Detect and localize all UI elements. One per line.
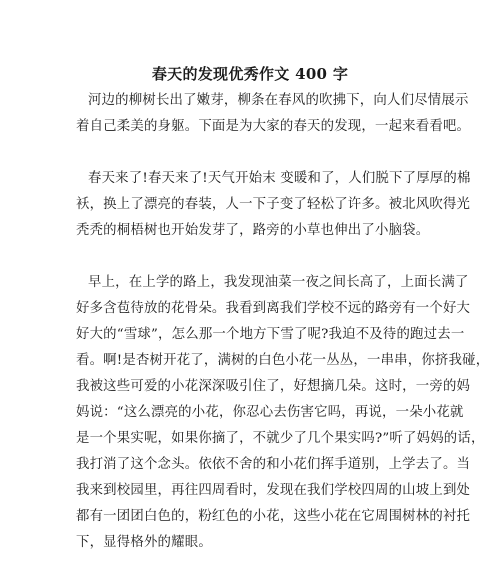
paragraph-line: 我打消了这个念头。依依不舍的和小花们挥手道别，上学去了。当 (76, 457, 471, 472)
paragraph-line: 好多含苞待放的花骨朵。我看到离我们学校不远的路旁有一个好大 (76, 301, 471, 316)
paragraph-line: 看。啊!是杏树开花了，满树的白色小花一丛丛，一串串，你挤我碰， (76, 353, 490, 368)
paragraph-morning-walk (76, 270, 490, 556)
document-title: 春天的发现优秀作文 400 字 (151, 65, 349, 83)
paragraph-line: 是一个果实呢，如果你摘了，不就少了几个果实吗?”听了妈妈的话， (76, 431, 485, 446)
paragraph-spring-arrives (76, 166, 471, 244)
paragraph-line: 下，显得格外的耀眼。 (76, 535, 212, 550)
paragraph-line: 袄，换上了漂亮的春装，人一下子变了轻松了许多。被北风吹得光 (76, 197, 471, 212)
paragraph-line: 妈说：“这么漂亮的小花，你忍心去伤害它吗，再说，一朵小花就 (76, 405, 464, 420)
paragraph-line: 早上，在上学的路上，我发现油菜一夜之间长高了，上面长满了 (88, 275, 469, 290)
paragraph-line: 我被这些可爱的小花深深吸引住了，好想摘几朵。这时，一旁的妈 (76, 379, 471, 394)
paragraph-line: 好大的“雪球”，怎么那一个地方下雪了呢?我迫不及待的跑过去一 (76, 327, 465, 342)
paragraph-line: 都有一团团白色的，粉红色的小花，这些小花在它周围树林的衬托 (76, 509, 471, 524)
paragraph-line: 我来到校园里，再往四周看时，发现在我们学校四周的山坡上到处 (76, 483, 471, 498)
paragraph-line: 着自己柔美的身躯。下面是为大家的春天的发现，一起来看看吧。 (76, 119, 471, 134)
paragraph-line: 河边的柳树长出了嫩芽，柳条在春风的吹拂下，向人们尽情展示 (88, 93, 469, 108)
paragraph-line: 秃秃的桐梧树也开始发芽了，路旁的小草也伸出了小脑袋。 (76, 223, 430, 238)
paragraph-line: 春天来了!春天来了!天气开始末 变暖和了，人们脱下了厚厚的棉 (88, 171, 471, 186)
paragraph-intro (76, 88, 471, 140)
